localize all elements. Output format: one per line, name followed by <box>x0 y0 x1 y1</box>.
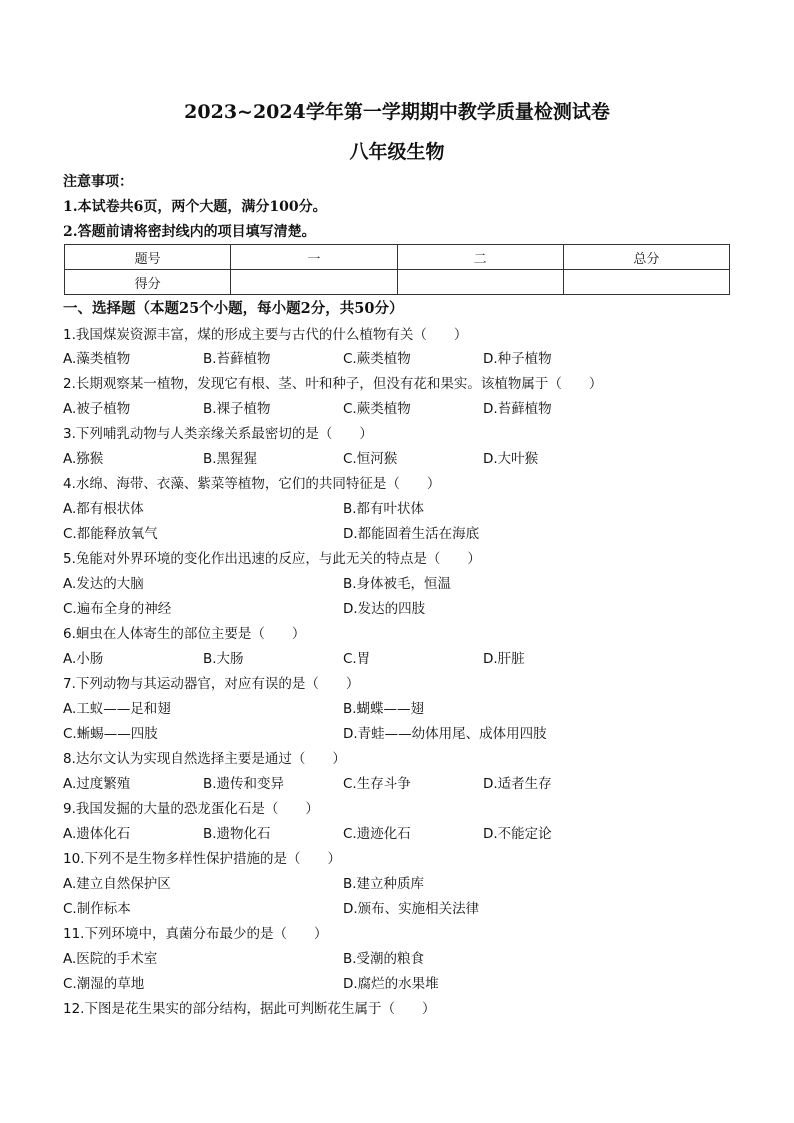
option-a: A.遗体化石 <box>63 826 131 842</box>
question-stem: 1.我国煤炭资源丰富，煤的形成主要与古代的什么植物有关（ ） <box>63 327 468 343</box>
option-b: B.遗传和变异 <box>203 776 285 792</box>
score-table-header: 题号 <box>65 245 231 270</box>
option-c: C.蜥蜴——四肢 <box>63 726 158 742</box>
option-d: D.大叶猴 <box>483 451 539 467</box>
option-c: C.制作标本 <box>63 901 131 917</box>
score-cell[interactable] <box>231 270 397 295</box>
option-d: D.青蛙——幼体用尾、成体用四肢 <box>343 726 547 742</box>
option-d: D.肝脏 <box>483 651 525 667</box>
question-stem: 10.下列不是生物多样性保护措施的是（ ） <box>63 851 341 867</box>
option-d: D.都能固着生活在海底 <box>343 526 480 542</box>
score-table-header: 总分 <box>563 245 729 270</box>
option-a: A.发达的大脑 <box>63 576 144 592</box>
score-table-header: 一 <box>231 245 397 270</box>
option-b: B.建立种质库 <box>343 876 425 892</box>
note-item: 1.本试卷共6页，两个大题，满分100分。 <box>63 199 327 215</box>
option-d: D.颁布、实施相关法律 <box>343 901 480 917</box>
option-a: A.猕猴 <box>63 451 104 467</box>
option-d: D.不能定论 <box>483 826 552 842</box>
option-a: A.被子植物 <box>63 401 131 417</box>
option-a: A.都有根状体 <box>63 501 144 517</box>
option-a: A.过度繁殖 <box>63 776 131 792</box>
score-cell[interactable] <box>563 270 729 295</box>
question-stem: 2.长期观察某一植物，发现它有根、茎、叶和种子，但没有花和果实。该植物属于（ ） <box>63 376 603 392</box>
option-d: D.发达的四肢 <box>343 601 426 617</box>
option-c: C.都能释放氧气 <box>63 526 158 542</box>
option-a: A.小肠 <box>63 651 104 667</box>
option-a: A.藻类植物 <box>63 351 131 367</box>
exam-title: 2023~2024学年第一学期期中教学质量检测试卷 <box>184 101 610 123</box>
option-d: D.腐烂的水果堆 <box>343 976 439 992</box>
question-stem: 11.下列环境中，真菌分布最少的是（ ） <box>63 926 328 942</box>
score-table <box>64 244 730 295</box>
option-b: B.都有叶状体 <box>343 501 425 517</box>
option-b: B.黑猩猩 <box>203 451 258 467</box>
question-stem: 5.兔能对外界环境的变化作出迅速的反应，与此无关的特点是（ ） <box>63 551 481 567</box>
option-b: B.苔藓植物 <box>203 351 271 367</box>
option-c: C.恒河猴 <box>343 451 398 467</box>
option-c: C.胃 <box>343 651 371 667</box>
option-a: A.建立自然保护区 <box>63 876 171 892</box>
option-d: D.苔藓植物 <box>483 401 552 417</box>
option-b: B.蝴蝶——翅 <box>343 701 425 717</box>
exam-subtitle: 八年级生物 <box>349 141 445 163</box>
question-stem: 6.蛔虫在人体寄生的部位主要是（ ） <box>63 626 306 642</box>
score-row-label: 得分 <box>65 270 231 295</box>
question-stem: 12.下图是花生果实的部分结构，据此可判断花生属于（ ） <box>63 1001 436 1017</box>
question-stem: 9.我国发掘的大量的恐龙蛋化石是（ ） <box>63 801 319 817</box>
score-table-header: 二 <box>397 245 563 270</box>
question-stem: 8.达尔文认为实现自然选择主要是通过（ ） <box>63 751 346 767</box>
option-b: B.裸子植物 <box>203 401 271 417</box>
option-b: B.受潮的粮食 <box>343 951 425 967</box>
question-stem: 4.水绵、海带、衣藻、紫菜等植物，它们的共同特征是（ ） <box>63 476 441 492</box>
option-c: C.蕨类植物 <box>343 401 411 417</box>
option-d: D.种子植物 <box>483 351 552 367</box>
option-a: A.工蚁——足和翅 <box>63 701 171 717</box>
option-b: B.大肠 <box>203 651 244 667</box>
option-c: C.蕨类植物 <box>343 351 411 367</box>
option-b: B.身体被毛，恒温 <box>343 576 452 592</box>
note-item: 2.答题前请将密封线内的项目填写清楚。 <box>63 224 316 240</box>
notes-heading: 注意事项： <box>63 174 133 190</box>
option-a: A.医院的手术室 <box>63 951 158 967</box>
question-stem: 7.下列动物与其运动器官，对应有误的是（ ） <box>63 676 360 692</box>
question-stem: 3.下列哺乳动物与人类亲缘关系最密切的是（ ） <box>63 426 373 442</box>
option-b: B.遗物化石 <box>203 826 271 842</box>
option-c: C.生存斗争 <box>343 776 411 792</box>
option-c: C.潮湿的草地 <box>63 976 145 992</box>
score-cell[interactable] <box>397 270 563 295</box>
section-title: 一、选择题（本题25个小题，每小题2分，共50分） <box>63 300 404 317</box>
option-c: C.遍布全身的神经 <box>63 601 172 617</box>
option-c: C.遗迹化石 <box>343 826 411 842</box>
option-d: D.适者生存 <box>483 776 552 792</box>
